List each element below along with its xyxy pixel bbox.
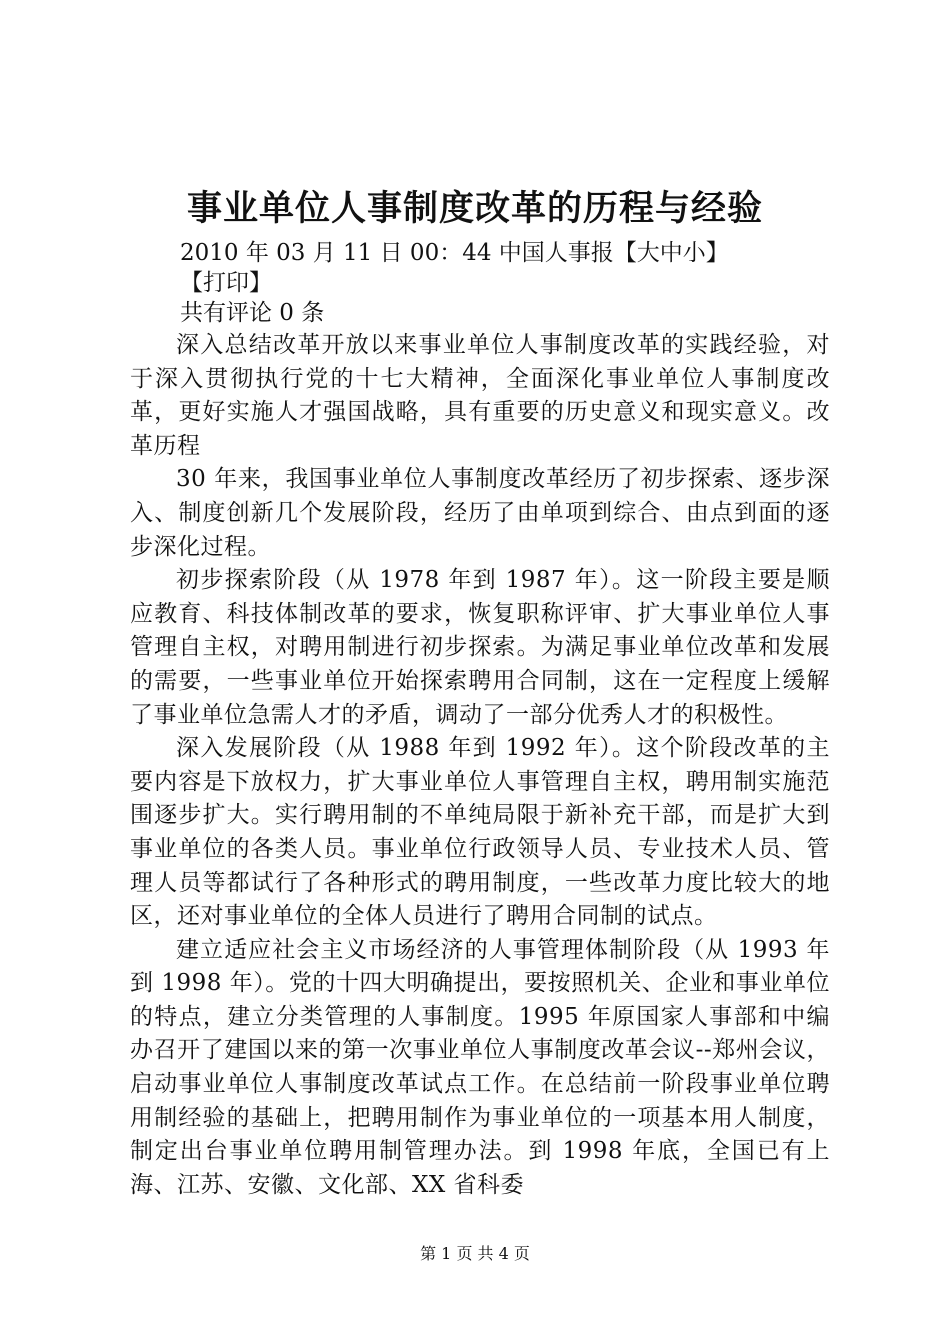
paragraph: 深入发展阶段（从 1988 年到 1992 年）。这个阶段改革的主要内容是下放权力，扩大事业单位人事管理自主权，聘用制实施范围逐步扩大。实行聘用制的不单纯局限于新补充干部，而是扩大到事业单位的各类人员。事业单位行政领导人员、专业技术人员、管理人员等都试行了各种形式的聘用制度，一些改革力度比较大的地区，还对事业单位的全体人员进行了聘用合同制的试点。	[130, 735, 830, 930]
paragraph: 初步探索阶段（从 1978 年到 1987 年）。这一阶段主要是顺应教育、科技体制改革的要求，恢复职称评审、扩大事业单位人事管理自主权，对聘用制进行初步探索。为满足事业单位改革和发展的需要，一些事业单位开始探索聘用合同制，这在一定程度上缓解了事业单位急需人才的矛盾，调动了一部分优秀人才的积极性。	[130, 567, 830, 728]
article-meta	[180, 238, 840, 268]
paragraph: 深入总结改革开放以来事业单位人事制度改革的实践经验，对于深入贯彻执行党的十七大精神，全面深化事业单位人事制度改革，更好实施人才强国战略，具有重要的历史意义和现实意义。改革历程	[130, 332, 830, 459]
comments-row	[180, 298, 840, 328]
print-link[interactable]: 【打印】	[180, 270, 272, 296]
page-number: 第 1 页 共 4 页	[420, 1244, 530, 1263]
print-row	[180, 268, 840, 298]
document-title: 事业单位人事制度改革的历程与经验	[186, 188, 763, 229]
paragraph: 建立适应社会主义市场经济的人事管理体制阶段（从 1993 年到 1998 年）。党的十四大明确提出，要按照机关、企业和事业单位的特点，建立分类管理的人事制度。1995 年原国家人事部和中编办召开了建国以来的第一次事业单位人事制度改革会议--郑州会议，启动事业单位人事制度改革试点工作。在总结前一阶段事业单位聘用制经验的基础上，把聘用制作为事业单位的一项基本用人制度，制定出台事业单位聘用制管理办法。到 1998 年底，全国已有上海、江苏、安徽、文化部、XX 省科委	[130, 936, 830, 1198]
page-footer	[0, 1243, 950, 1265]
font-size-control[interactable]: 【大中小】	[613, 240, 729, 266]
comments-count: 共有评论 0 条	[180, 300, 325, 326]
publish-info: 2010 年 03 月 11 日 00：44 中国人事报	[180, 240, 614, 266]
article-body	[130, 329, 830, 1202]
paragraph: 30 年来，我国事业单位人事制度改革经历了初步探索、逐步深入、制度创新几个发展阶段，经历了由单项到综合、由点到面的逐步深化过程。	[130, 466, 830, 560]
